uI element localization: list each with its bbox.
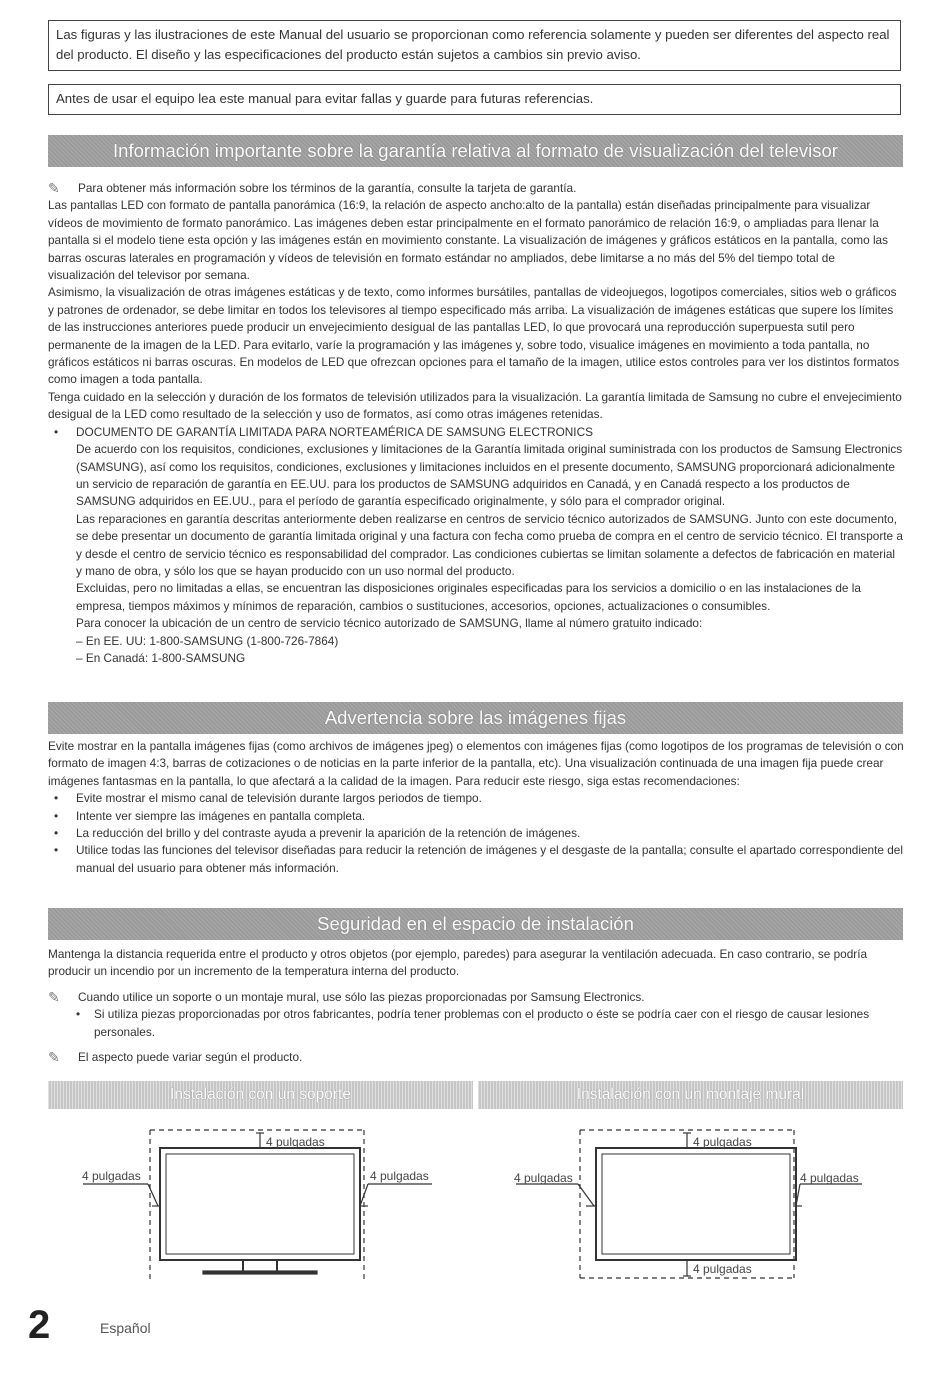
tv-frame — [596, 1148, 796, 1260]
section-still-images-body — [48, 738, 904, 877]
clearance-label-left: 4 pulgadas — [82, 1169, 141, 1183]
clearance-label-top: 4 pulgadas — [693, 1135, 752, 1149]
still-images-paragraph: Evite mostrar en la pantalla imágenes fijas (como archivos de imágenes jpeg) o elementos con imágenes fijas (como logotipos de los programas de televisión o con formato de imagen 4:3, barras de cotizaciones o de noticias en la parte inferior de la pantalla, etc). Una visualización continuada de una imagen fija puede crear imágenes fantasmas en la pantalla, lo que afectará a la calidad de la imagen. Para reducir este riesgo, siga estas recomendaciones: — [48, 739, 904, 788]
warranty-paragraph: Las pantallas LED con formato de pantalla panorámica (16:9, la relación de aspecto ancho:alto de la pantalla) están diseñadas principalmente para visualizar vídeos de movimiento de formato panorámico. Las imágenes deben estar principalmente en el formato panorámico de relación 16:9, o ampliadas para llenar la pantalla si el modelo tiene esta opción y las imágenes están en movimiento constante. La visualización de imágenes y gráficos estáticos en la pantalla, como las barras oscuras laterales en programación y vídeos de televisión en formato estándar no ampliados, debe limitarse a no más del 5% del tiempo total de visualización del televisor por semana. — [48, 198, 889, 283]
clearance-label-left: 4 pulgadas — [514, 1171, 573, 1185]
section-title-still-images: Advertencia sobre las imágenes fijas — [48, 702, 903, 734]
disclaimer-text: Las figuras y las ilustraciones de este Manual del usuario se proporcionan como referencia solamente y pueden ser diferentes del aspecto real del producto. El diseño y las especificaciones del producto están sujetos a cambios sin previo aviso. — [56, 27, 890, 62]
subsection-title-stand: Instalación con un soporte — [48, 1081, 473, 1109]
appearance-note: ✎ El aspecto puede variar según el producto. — [48, 1049, 303, 1066]
bullet-icon: • — [54, 843, 59, 858]
bullet-icon: • — [54, 808, 59, 823]
clearance-label-right: 4 pulgadas — [800, 1171, 859, 1185]
bullet-icon: • — [54, 791, 59, 806]
bullet-icon: • — [54, 826, 59, 841]
warranty-paragraph: Asimismo, la visualización de otras imágenes estáticas y de texto, como informes bursátiles, pantallas de videojuegos, logotipos comerciales, sitios web o gráficos y patrones de ordenador, se debe limitar en todos los televisores al tiempo especificado más arriba. La visualización de imágenes estáticas que supere los límites de las instrucciones anteriores puede producir un envejecimiento desigual de las pantallas LED, lo que provocará una reproducción superpuesta sutil pero permanente de la imagen de la LED. Para evitarlo, varíe la programación y las imágenes y, sobre todo, visualice imágenes en movimiento a toda pantalla, no gráficos estáticos ni barras oscuras. En modelos de LED que ofrezcan opciones para el tamaño de la imagen, utilice estos controles para ver los distintos formatos como imagen a toda pantalla. — [48, 285, 900, 387]
pencil-note-icon: ✎ — [48, 180, 60, 196]
list-item: • Evite mostrar el mismo canal de televisión durante largos periodos de tiempo. — [48, 790, 904, 807]
phone-line-canada: – En Canadá: 1-800-SAMSUNG — [76, 650, 246, 665]
tv-frame — [160, 1148, 360, 1260]
installation-sub-bullet: • Si utiliza piezas proporcionadas por otros fabricantes, podría tener problemas con el producto o éste se podría caer con el riesgo de causar lesiones personales. — [48, 1006, 904, 1041]
list-item: • La reducción del brillo y del contraste ayuda a prevenir la aparición de la retención de imágenes. — [48, 825, 904, 842]
tv-screen — [602, 1154, 790, 1254]
bullet-title: DOCUMENTO DE GARANTÍA LIMITADA PARA NORTEAMÉRICA DE SAMSUNG ELECTRONICS — [76, 424, 593, 439]
tv-screen — [166, 1154, 354, 1254]
warranty-note: ✎ Para obtener más información sobre los términos de la garantía, consulte la tarjeta de garantía. — [48, 180, 577, 196]
bullet-icon: • — [76, 1007, 81, 1022]
warranty-bullet-body — [48, 441, 904, 667]
subsection-title-wall-mount: Instalación con un montaje mural — [478, 1081, 903, 1109]
warranty-bullet-paragraph: Las reparaciones en garantía descritas anteriormente deben realizarse en centros de servicio técnico autorizados de SAMSUNG. Junto con este documento, se debe presentar un documento de garantía limitada original y una factura con fecha como prueba de compra en el centro de servicio técnico. El transporte a y desde el centro de servicio técnico es responsabilidad del comprador. Las condiciones cubiertas se limitan solamente a defectos de fabricación en material y mano de obra, y sólo los que se hayan producido con un uso normal del producto. — [76, 511, 903, 578]
phone-line-usa: – En EE. UU: 1-800-SAMSUNG (1-800-726-7864) — [76, 633, 339, 648]
pencil-note-icon: ✎ — [48, 988, 60, 1005]
list-item: • Intente ver siempre las imágenes en pantalla completa. — [48, 808, 904, 825]
bullet-icon: • — [54, 424, 59, 439]
clearance-label-right: 4 pulgadas — [370, 1169, 429, 1183]
installation-paragraph: Mantenga la distancia requerida entre el producto y otros objetos (por ejemplo, paredes) para asegurar la ventilación adecuada. En caso contrario, se podría producir un incendio por un incremento de la temperatura interna del producto. — [48, 947, 868, 979]
warranty-paragraph: Tenga cuidado en la selección y duración de los formatos de televisión utilizados para la visualización. La garantía limitada de Samsung no cubre el envejecimiento desigual de la LED como resultado de la selección y uso de formatos, así como otras imágenes retenidas. — [48, 389, 902, 422]
section-warranty-body — [48, 180, 904, 667]
stand-installation-diagram — [60, 1120, 460, 1280]
read-manual-text: Antes de usar el equipo lea este manual para evitar fallas y guarde para futuras referencias. — [56, 91, 594, 106]
read-manual-box — [48, 84, 901, 115]
warranty-bullet-paragraph: Para conocer la ubicación de un centro de servicio técnico autorizado de SAMSUNG, llame al número gratuito indicado: — [76, 616, 703, 631]
pencil-note-icon: ✎ — [48, 1049, 60, 1066]
section-title-installation: Seguridad en el espacio de instalación — [48, 908, 903, 940]
installation-note: ✎ Cuando utilice un soporte o un montaje mural, use sólo las piezas proporcionadas por Samsung Electronics. — [48, 988, 645, 1005]
page-number: 2 — [28, 1303, 51, 1347]
clearance-label-top: 4 pulgadas — [266, 1135, 325, 1149]
warranty-bullet — [48, 424, 904, 441]
section-installation-body — [48, 946, 904, 1066]
warranty-bullet-paragraph: De acuerdo con los requisitos, condiciones, exclusiones y limitaciones de la Garantía limitada original suministrada con los productos de Samsung Electronics (SAMSUNG), así como los requisitos, condiciones, exclusiones y limitaciones incluidos en el presente documento, SAMSUNG proporcionará adicionalmente un servicio de reparación de garantía en EE.UU. para los productos de SAMSUNG adquiridos en Canadá, y en Canadá respecto a los productos de SAMSUNG adquiridos en EE.UU., para el período de garantía especificado originalmente, y sólo para el comprador original. — [76, 442, 903, 509]
clearance-label-bottom: 4 pulgadas — [693, 1262, 752, 1276]
wall-mount-installation-diagram — [500, 1120, 900, 1284]
disclaimer-box — [48, 20, 901, 71]
section-title-warranty: Información importante sobre la garantía relativa al formato de visualización del televisor — [48, 135, 903, 167]
warranty-bullet-paragraph: Excluidas, pero no limitadas a ellas, se encuentran las disposiciones originales especificadas para los servicios a domicilio o en las instalaciones de la empresa, tiempos máximos y mínimos de reparación, cambios o sustituciones, accesorios, opciones, actualizaciones o consumibles. — [76, 581, 861, 613]
list-item: • Utilice todas las funciones del televisor diseñadas para reducir la retención de imágenes y el desgaste de la pantalla; consulte el apartado correspondiente del manual del usuario para obtener más información. — [48, 842, 904, 877]
language-label: Español — [100, 1320, 151, 1336]
